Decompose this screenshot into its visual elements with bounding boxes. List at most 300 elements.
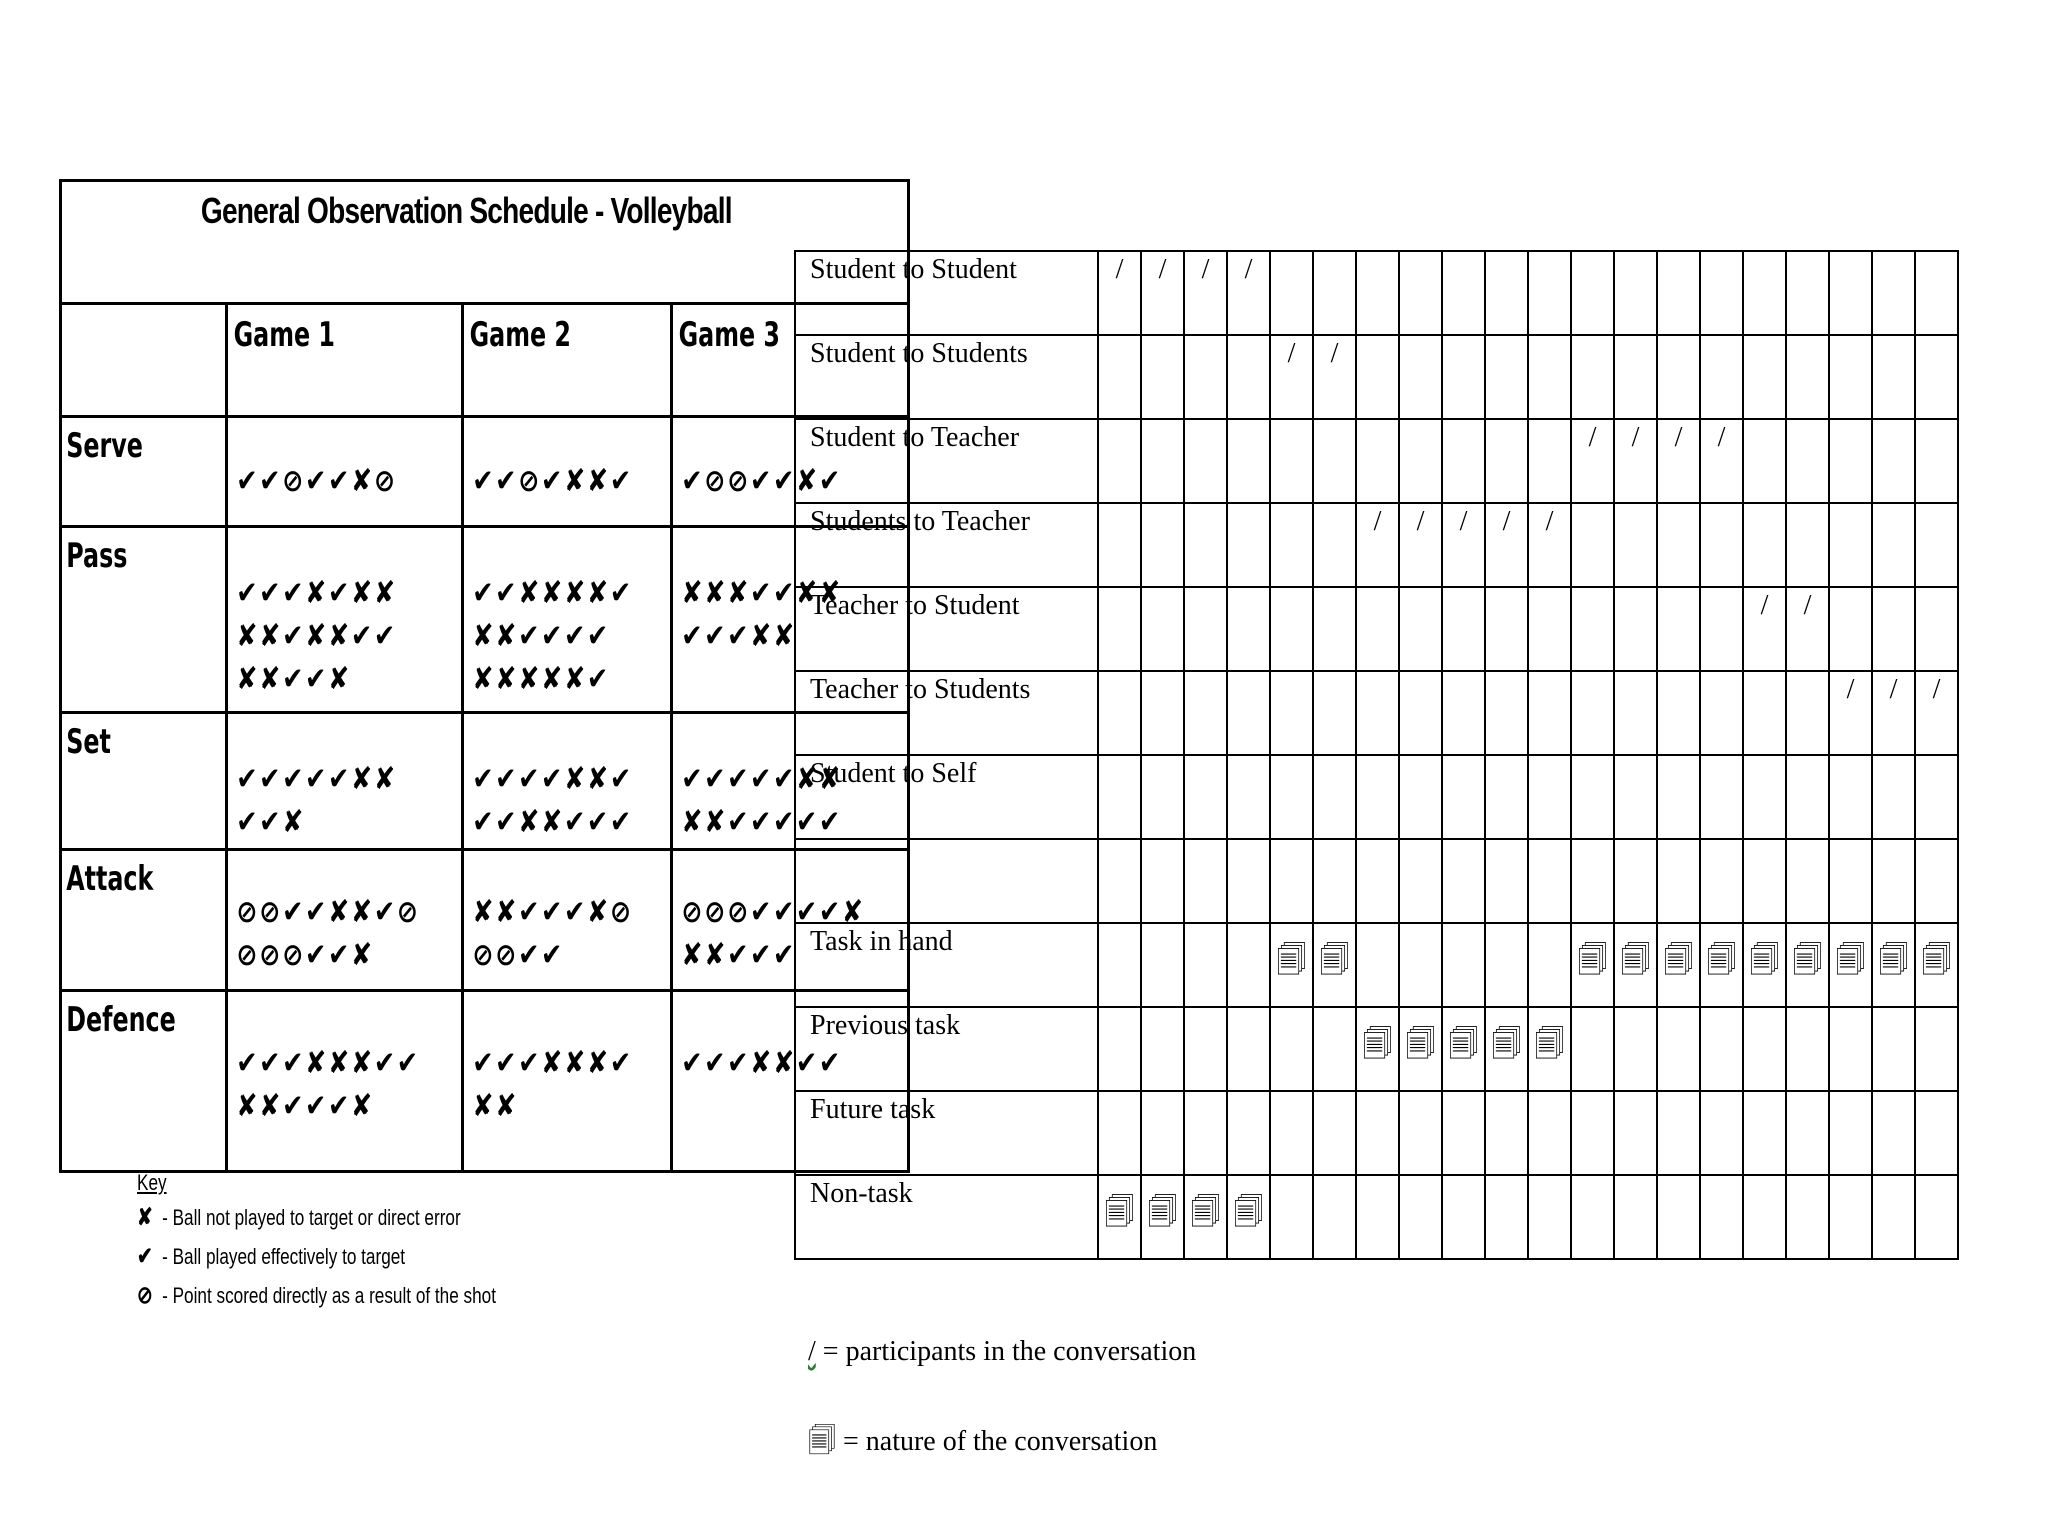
grid-cell [1571,335,1614,419]
grid-cell [1485,419,1528,503]
grid-cell [1098,1007,1141,1091]
grid-row-label: Future task [795,1091,1098,1175]
grid-cell [1485,251,1528,335]
grid-cell [1098,251,1141,335]
grid-cell [1786,251,1829,335]
grid-cell [1829,671,1872,755]
grid-cell [1485,923,1528,1007]
grid-cell [1227,1175,1270,1259]
grid-cell [1141,335,1184,419]
grid-row [795,923,1958,1007]
grid-cell [1313,251,1356,335]
grid-cell [1485,1091,1528,1175]
grid-cell [1614,503,1657,587]
grid-cell [1786,839,1829,923]
grid-cell [1098,335,1141,419]
grid-cell [1614,923,1657,1007]
grid-cell [1614,671,1657,755]
grid-cell [1528,335,1571,419]
tally-marks: ✘✘✔✔✔✔ [472,618,611,654]
skill-label: Defence [66,1000,176,1040]
tally-cell [226,417,463,527]
grid-cell [1141,839,1184,923]
key-item: ⊘ - Point scored directly as a result of the shot [137,1282,496,1309]
grid-cell [1614,1007,1657,1091]
grid-cell [1356,1175,1399,1259]
grid-cell [1743,671,1786,755]
tally-marks: ✘✘✔✔✔ [681,937,797,973]
tally-marks: ✔✔✘✘✔✔✔ [472,804,634,840]
grid-cell [1098,923,1141,1007]
grid-cell [1270,1007,1313,1091]
grid-cell [1915,503,1958,587]
grid-cell [1141,923,1184,1007]
grid-cell [1700,419,1743,503]
grid-cell [1485,1007,1528,1091]
grid-cell [1700,1007,1743,1091]
tally-marks: ✘✘✔✔✔✔✔ [681,804,842,840]
grid-cell [1528,1091,1571,1175]
grid-cell [1915,1007,1958,1091]
grid-cell [1270,251,1313,335]
tally-marks: ✘✘✔✘✘✔✔ [235,618,397,654]
skill-label: Set [66,722,111,762]
grid-row [795,335,1958,419]
grid-cell [1700,503,1743,587]
grid-cell [1184,839,1227,923]
grid-cell [1786,1007,1829,1091]
grid-cell [1829,587,1872,671]
grid-cell [1313,839,1356,923]
grid-cell [1614,335,1657,419]
grid-cell [1786,335,1829,419]
grid-cell [1657,1091,1700,1175]
grid-cell [1571,419,1614,503]
grid-cell [1743,419,1786,503]
game-header: Game 1 [226,304,463,417]
skill-cell [61,850,227,991]
grid-cell [1743,251,1786,335]
grid-cell [1657,587,1700,671]
tally-marks: ✔✔✔✔✘✘✔ [472,761,634,797]
grid-cell [1614,419,1657,503]
grid-cell [1442,335,1485,419]
grid-cell [1098,1175,1141,1259]
observation-schedule-table [59,179,910,1173]
tally-marks: ✘✘ [472,1088,519,1124]
grid-cell [1399,503,1442,587]
corner-cell [61,304,227,417]
grid-cell [1442,839,1485,923]
slash-mark: / [1330,338,1339,369]
check-icon: ✔ [137,1243,153,1270]
slash-mark: / [1115,254,1124,285]
slash-mark: / [1244,254,1253,285]
grid-cell [1571,587,1614,671]
tally-marks: ✘✘✔✔✘ [235,661,351,697]
grid-cell [1657,923,1700,1007]
slash-mark: / [1502,506,1511,537]
grid-cell [1356,503,1399,587]
skill-cell [61,991,227,1172]
document-icon: 🗐 [1577,944,1608,977]
grid-cell [1614,251,1657,335]
grid-cell [1915,923,1958,1007]
grid-cell [1571,671,1614,755]
grid-cell [1098,755,1141,839]
document-icon: 🗐 [1792,944,1823,977]
grid-cell [1485,671,1528,755]
skill-cell [61,527,227,713]
grid-cell [1786,587,1829,671]
grid-cell [1614,1175,1657,1259]
grid-cell [1700,335,1743,419]
grid-cell [1098,671,1141,755]
grid-cell [1528,587,1571,671]
legend-participants: / = participants in the conversation [808,1336,1197,1367]
grid-cell [1313,503,1356,587]
schedule-key [137,1168,496,1315]
slash-mark: / [1674,422,1683,453]
grid-row [795,251,1958,335]
document-icon: 🗐 [1534,1028,1565,1061]
grid-cell [1571,755,1614,839]
grid-cell [1528,923,1571,1007]
grid-cell [1528,755,1571,839]
grid-cell [1141,755,1184,839]
grid-cell [1227,587,1270,671]
grid-cell [1313,1175,1356,1259]
grid-cell [1442,1091,1485,1175]
grid-cell [1872,1091,1915,1175]
grid-cell [1829,923,1872,1007]
grid-cell [1184,503,1227,587]
grid-row-label [795,839,1098,923]
grid-row-label: Teacher to Student [795,587,1098,671]
grid-cell [1356,335,1399,419]
grid-cell [1829,1175,1872,1259]
grid-cell [1098,503,1141,587]
grid-cell [1786,419,1829,503]
grid-cell [1872,1175,1915,1259]
grid-cell [1399,1091,1442,1175]
slash-mark: / [1545,506,1554,537]
grid-cell [1141,587,1184,671]
grid-cell [1399,335,1442,419]
grid-cell [1442,755,1485,839]
grid-cell [1571,1175,1614,1259]
slash-mark: / [1158,254,1167,285]
slash-mark: / [1717,422,1726,453]
grid-cell [1184,587,1227,671]
grid-cell [1829,1007,1872,1091]
tally-cell [226,527,463,713]
grid-cell [1528,839,1571,923]
grid-cell [1227,1007,1270,1091]
skill-cell [61,417,227,527]
document-icon: 🗐 [1706,944,1737,977]
slash-mark: / [1416,506,1425,537]
tally-marks: ✔✔✘✘✘✘✔ [472,575,634,611]
tally-marks: ✔✔✔✔✔✘✘ [235,761,397,797]
document-icon: 🗐 [1921,944,1952,977]
grid-cell [1915,419,1958,503]
grid-cell [1614,587,1657,671]
document-icon: 🗐 [1104,1196,1135,1229]
grid-cell [1915,1175,1958,1259]
document-icon: 🗐 [808,1426,836,1457]
grid-row-label: Task in hand [795,923,1098,1007]
grid-cell [1141,503,1184,587]
grid-cell [1786,671,1829,755]
grid-cell [1184,251,1227,335]
grid-row [795,1007,1958,1091]
grid-cell [1184,671,1227,755]
schedule-title: General Observation Schedule - Volleyball [135,181,796,304]
document-icon: 🗐 [1749,944,1780,977]
grid-cell [1270,335,1313,419]
slash-mark: / [1631,422,1640,453]
slash-mark: / [1459,506,1468,537]
grid-cell [1442,251,1485,335]
grid-cell [1313,755,1356,839]
grid-row [795,1175,1958,1259]
document-icon: 🗐 [1233,1196,1264,1229]
slash-mark: / [1287,338,1296,369]
grid-cell [1872,839,1915,923]
grid-cell [1700,1175,1743,1259]
grid-cell [1356,1091,1399,1175]
grid-cell [1614,1091,1657,1175]
grid-cell [1227,251,1270,335]
grid-cell [1829,251,1872,335]
grid-cell [1399,587,1442,671]
grid-cell [1141,419,1184,503]
grid-cell [1915,755,1958,839]
grid-row-label: Student to Teacher [795,419,1098,503]
grid-cell [1571,503,1614,587]
grid-row-label: Non-task [795,1175,1098,1259]
grid-cell [1657,755,1700,839]
document-icon: 🗐 [1276,944,1307,977]
tally-marks: ✔✔✔✘✘✘✔✔ [235,1045,420,1081]
grid-row [795,755,1958,839]
grid-cell [1270,755,1313,839]
grid-cell [1442,503,1485,587]
key-item: ✘ - Ball not played to target or direct error [137,1204,461,1231]
slash-mark: / [1201,254,1210,285]
grid-cell [1485,1175,1528,1259]
grid-cell [1571,923,1614,1007]
grid-cell [1270,419,1313,503]
grid-cell [1485,755,1528,839]
grid-cell [1700,839,1743,923]
tally-cell [463,850,672,991]
slash-icon: / [808,1336,816,1367]
grid-cell [1743,587,1786,671]
grid-row [795,587,1958,671]
grid-cell [1915,671,1958,755]
grid-cell [1829,335,1872,419]
slash-mark: / [1889,674,1898,705]
tally-cell [463,991,672,1172]
grid-cell [1141,1175,1184,1259]
grid-row [795,839,1958,923]
grid-cell [1571,1007,1614,1091]
grid-cell [1356,1007,1399,1091]
tally-marks: ⊘⊘⊘✔✔✘ [235,937,374,973]
grid-cell [1743,1175,1786,1259]
grid-cell [1442,671,1485,755]
grid-cell [1184,335,1227,419]
slash-mark: / [1760,590,1769,621]
grid-cell [1743,839,1786,923]
game-header: Game 2 [463,304,672,417]
grid-row [795,503,1958,587]
tally-marks: ⊘⊘⊘✔✔✔✔✘ [681,894,865,930]
grid-cell [1442,923,1485,1007]
grid-cell [1743,503,1786,587]
grid-cell [1657,839,1700,923]
grid-cell [1614,839,1657,923]
grid-cell [1184,923,1227,1007]
grid-cell [1227,839,1270,923]
grid-cell [1356,251,1399,335]
grid-cell [1700,251,1743,335]
grid-cell [1872,1007,1915,1091]
grid-cell [1270,1175,1313,1259]
tally-marks: ⊘⊘✔✔✘✘✔⊘ [235,894,420,930]
tally-cell [226,850,463,991]
grid-cell [1571,251,1614,335]
grid-cell [1356,923,1399,1007]
grid-cell [1356,839,1399,923]
grid-cell [1872,923,1915,1007]
skill-row [61,991,909,1172]
grid-cell [1184,755,1227,839]
key-item: ✔ - Ball played effectively to target [137,1243,406,1270]
document-icon: 🗐 [1405,1028,1436,1061]
grid-cell [1614,755,1657,839]
document-icon: 🗐 [1491,1028,1522,1061]
grid-cell [1313,671,1356,755]
grid-cell [1270,503,1313,587]
tally-marks: ✔✔✔✘✔✘✘ [235,575,397,611]
grid-cell [1399,1175,1442,1259]
grid-cell [1356,671,1399,755]
grid-cell [1657,251,1700,335]
grid-cell [1356,755,1399,839]
grid-cell [1184,1175,1227,1259]
document-icon: 🗐 [1190,1196,1221,1229]
grid-cell [1528,671,1571,755]
skill-label: Attack [66,859,154,899]
tally-marks: ✔✔✔✘✘✔✔ [681,1045,842,1081]
tally-marks: ✘✘✔✔✔✘ [235,1088,374,1124]
grid-cell [1528,251,1571,335]
grid-cell [1528,1007,1571,1091]
grid-cell [1786,503,1829,587]
skill-cell [61,713,227,850]
grid-cell [1657,503,1700,587]
grid-row-label: Teacher to Students [795,671,1098,755]
tally-cell [463,713,672,850]
tally-marks: ✔⊘⊘✔✔✘✔ [681,463,842,499]
grid-cell [1700,923,1743,1007]
grid-cell [1872,587,1915,671]
grid-cell [1528,1175,1571,1259]
slash-mark: / [1932,674,1941,705]
grid-cell [1743,1007,1786,1091]
grid-cell [1399,755,1442,839]
grid-cell [1700,1091,1743,1175]
grid-cell [1399,839,1442,923]
game-header: Game 3 [672,304,909,417]
grid-cell [1270,587,1313,671]
grid-cell [1184,1091,1227,1175]
grid-cell [1356,419,1399,503]
grid-cell [1270,923,1313,1007]
grid-cell [1313,335,1356,419]
grid-cell [1485,335,1528,419]
grid-row [795,671,1958,755]
conversation-grid [794,250,1959,1260]
tally-cell [226,713,463,850]
skill-label: Serve [66,426,143,466]
grid-cell [1786,1175,1829,1259]
tally-marks: ✔✔✔✘✘✘✔ [472,1045,634,1081]
grid-cell [1485,503,1528,587]
key-title: Key [137,1170,167,1195]
grid-cell [1141,671,1184,755]
grid-cell [1313,1007,1356,1091]
grid-cell [1657,1007,1700,1091]
document-icon: 🗐 [1448,1028,1479,1061]
grid-cell [1829,1091,1872,1175]
grid-cell [1227,503,1270,587]
grid-cell [1872,251,1915,335]
tally-cell [463,417,672,527]
grid-cell [1571,839,1614,923]
skill-label: Pass [66,536,128,576]
grid-cell [1442,1007,1485,1091]
grid-cell [1872,503,1915,587]
skill-row [61,417,909,527]
grid-cell [1915,251,1958,335]
grid-cell [1098,839,1141,923]
grid-cell [1743,335,1786,419]
grid-cell [1098,587,1141,671]
tally-marks: ✘✘✘✔✔✘✘ [681,575,842,611]
grid-cell [1399,923,1442,1007]
grid-cell [1098,1091,1141,1175]
grid-cell [1399,671,1442,755]
grid-cell [1313,419,1356,503]
tally-marks: ✔✔⊘✔✔✘⊘ [235,463,397,499]
grid-cell [1399,1007,1442,1091]
grid-cell [1270,671,1313,755]
grid-row-label: Previous task [795,1007,1098,1091]
grid-cell [1915,587,1958,671]
point-scored-icon: ⊘ [137,1282,153,1309]
grid-cell [1313,587,1356,671]
grid-cell [1872,671,1915,755]
document-icon: 🗐 [1878,944,1909,977]
grid-cell [1141,1007,1184,1091]
grid-cell [1270,839,1313,923]
document-icon: 🗐 [1663,944,1694,977]
document-icon: 🗐 [1620,944,1651,977]
